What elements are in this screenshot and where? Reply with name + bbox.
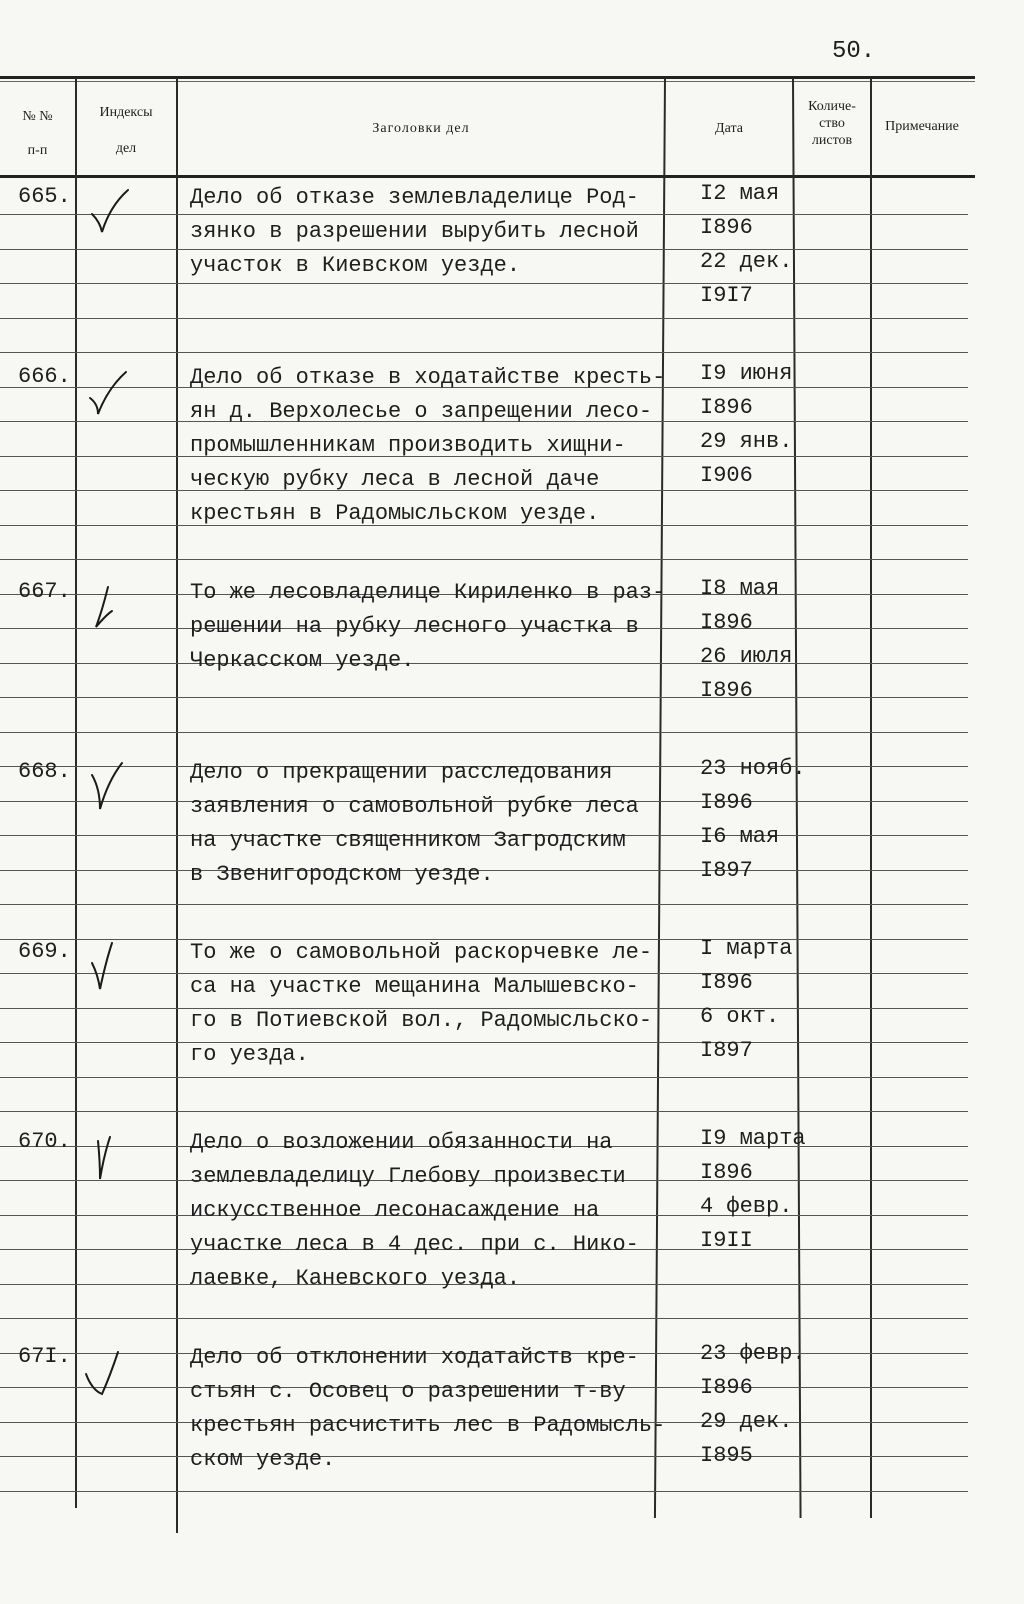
entry-date-line: I897 — [700, 1038, 753, 1063]
column-divider — [176, 78, 178, 1533]
entry-title-line: землевладелицу Глебову произвести — [190, 1164, 626, 1189]
entry-date-line: I6 мая — [700, 824, 780, 849]
entry-title-line: ском уезде. — [190, 1447, 336, 1472]
ruled-line — [0, 663, 968, 664]
entry-number: 665. — [18, 184, 71, 209]
column-divider — [792, 78, 802, 1518]
entry-title-line: го уезда. — [190, 1042, 309, 1067]
ruled-line — [0, 1456, 968, 1457]
column-divider — [870, 78, 872, 1518]
entry-title-line: ян д. Верхолесье о запрещении лесо- — [190, 399, 653, 424]
header-count-line1: Количе- — [808, 99, 856, 114]
checkmark-icon — [82, 1346, 134, 1398]
entry-date-line: I марта — [700, 936, 793, 961]
header-title: Заголовки дел — [372, 121, 470, 136]
header-count — [794, 98, 870, 149]
header-note: Примечание — [885, 119, 959, 134]
entry-number: 669. — [18, 939, 71, 964]
entry-date-line: 23 февр. — [700, 1341, 806, 1366]
ruled-line — [0, 1318, 968, 1319]
ruled-line — [0, 1111, 968, 1112]
entry-title-line: са на участке мещанина Малышевско- — [190, 974, 639, 999]
ruled-line — [0, 214, 968, 215]
checkmark-icon — [82, 941, 134, 993]
checkmark-icon — [82, 186, 134, 238]
header-count-line2: ство — [819, 116, 845, 131]
checkmark-icon — [82, 1131, 134, 1183]
entry-title-line: участке леса в 4 дес. при с. Нико- — [190, 1232, 639, 1257]
entry-date-line: 26 июля — [700, 644, 793, 669]
entry-title-line: на участке священником Загродским — [190, 828, 626, 853]
entry-title-line: промышленникам производить хищни- — [190, 433, 626, 458]
entry-title-line: го в Потиевской вол., Радомысльско- — [190, 1008, 653, 1033]
entry-date-line: I896 — [700, 1160, 753, 1185]
header-count-line3: листов — [811, 133, 853, 148]
table-top-border — [0, 76, 975, 79]
checkmark-icon — [82, 366, 134, 418]
header-bottom-border — [0, 175, 975, 178]
table-top-border-inner — [0, 81, 975, 82]
ruled-line — [0, 732, 968, 733]
header-num-line1: № № — [22, 109, 53, 124]
entry-title-line: лаевке, Каневского уезда. — [190, 1266, 521, 1291]
entry-date-line: I9I7 — [700, 283, 753, 308]
ruled-line — [0, 697, 968, 698]
entry-title-line: искусственное лесонасаждение на — [190, 1198, 600, 1223]
column-divider — [75, 78, 77, 1508]
entry-date-line: I896 — [700, 970, 753, 995]
entry-title-line: крестьян расчистить лес в Радомысль- — [190, 1413, 666, 1438]
entry-date-line: 6 окт. — [700, 1004, 780, 1029]
entry-date-line: I896 — [700, 678, 753, 703]
entry-title-line: участок в Киевском уезде. — [190, 253, 521, 278]
entry-date-line: 29 янв. — [700, 429, 793, 454]
entry-date-line: I906 — [700, 463, 753, 488]
header-index-line2: дел — [115, 141, 137, 156]
entry-title-line: стьян с. Осовец о разрешении т-ву — [190, 1379, 626, 1404]
entry-title-line: зянко в разрешении вырубить лесной — [190, 219, 639, 244]
entry-title-line: ческую рубку леса в лесной даче — [190, 467, 600, 492]
header-index-line1: Индексы — [99, 105, 153, 120]
column-divider — [654, 78, 666, 1518]
header-num — [0, 108, 75, 160]
entry-date-line: 22 дек. — [700, 249, 793, 274]
ruled-line — [0, 1042, 968, 1043]
entry-date-line: I2 мая — [700, 181, 780, 206]
entry-date-line: I895 — [700, 1443, 753, 1468]
entry-date-line: 23 нояб. — [700, 756, 806, 781]
ruled-line — [0, 1077, 968, 1078]
entry-date-line: I896 — [700, 215, 753, 240]
entry-title-line: Дело об отказе землевладелице Род- — [190, 185, 639, 210]
entry-date-line: 4 февр. — [700, 1194, 793, 1219]
entry-title-line: Дело о возложении обязанности на — [190, 1130, 613, 1155]
entry-title-line: заявления о самовольной рубке леса — [190, 794, 639, 819]
entry-title-line: Дело об отклонении ходатайств кре- — [190, 1345, 639, 1370]
ruled-line — [0, 283, 968, 284]
entry-date-line: I897 — [700, 858, 753, 883]
page-number: 50. — [832, 38, 876, 65]
ruled-line — [0, 1491, 968, 1492]
entry-date-line: I896 — [700, 790, 753, 815]
entry-date-line: I8 мая — [700, 576, 780, 601]
ruled-line — [0, 352, 968, 353]
entry-date-line: I9 июня — [700, 361, 793, 386]
entry-number: 667. — [18, 579, 71, 604]
entry-title-line: решении на рубку лесного участка в — [190, 614, 639, 639]
entry-title-line: крестьян в Радомысльском уезде. — [190, 501, 600, 526]
entry-date-line: I9II — [700, 1228, 753, 1253]
entry-number: 668. — [18, 759, 71, 784]
ruled-line — [0, 318, 968, 319]
header-index — [77, 104, 175, 158]
ruled-line — [0, 249, 968, 250]
entry-number: 67I. — [18, 1344, 71, 1369]
entry-date-line: 29 дек. — [700, 1409, 793, 1434]
entry-date-line: I896 — [700, 1375, 753, 1400]
entry-date-line: I9 марта — [700, 1126, 806, 1151]
ruled-line — [0, 559, 968, 560]
entry-title-line: То же о самовольной раскорчевке ле- — [190, 940, 653, 965]
entry-title-line: Дело об отказе в ходатайстве кресть- — [190, 365, 666, 390]
entry-title-line: То же лесовладелице Кириленко в раз- — [190, 580, 666, 605]
header-date: Дата — [715, 121, 743, 136]
checkmark-icon — [82, 761, 134, 813]
entry-title-line: в Звенигородском уезде. — [190, 862, 494, 887]
entry-date-line: I896 — [700, 395, 753, 420]
entry-number: 670. — [18, 1129, 71, 1154]
checkmark-icon — [82, 581, 134, 633]
entry-title-line: Черкасском уезде. — [190, 648, 415, 673]
entry-date-line: I896 — [700, 610, 753, 635]
entry-title-line: Дело о прекращении расследования — [190, 760, 613, 785]
entry-number: 666. — [18, 364, 71, 389]
header-num-line2: п-п — [27, 143, 48, 158]
ruled-line — [0, 904, 968, 905]
